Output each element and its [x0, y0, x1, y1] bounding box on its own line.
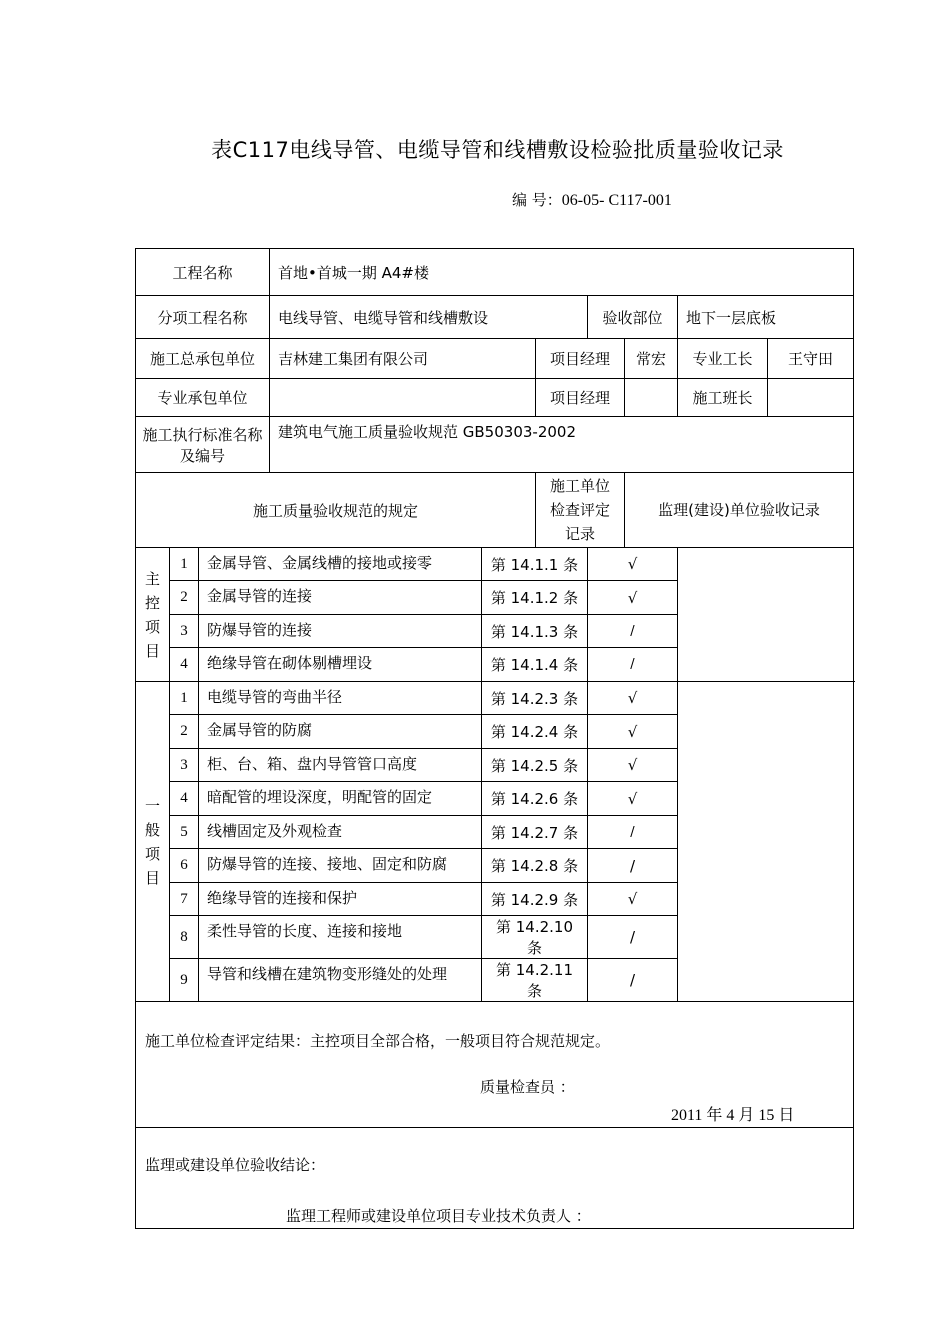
item-text: 柔性导管的长度、连接和接地: [199, 916, 482, 959]
item-number: 1: [170, 548, 199, 581]
serial-number: [512, 189, 672, 210]
item-number: 2: [170, 581, 199, 615]
item-clause: 第 14.1.3 条: [482, 615, 588, 648]
standard-label: 施工执行标准名称及编号: [136, 417, 270, 473]
general-contractor-value: 吉林建工集团有限公司: [270, 339, 536, 379]
item-text: 线槽固定及外观检查: [199, 816, 482, 849]
pm2-label: 项目经理: [536, 379, 625, 417]
item-clause: 第 14.2.6 条: [482, 782, 588, 816]
check-date: 2011 年 4 月 15 日: [671, 1107, 795, 1124]
supervision-conclusion-section: [136, 1128, 854, 1229]
unit-check-result-text: 施工单位检查评定结果：主控项目全部合格，一般项目符合规范规定。: [145, 1032, 611, 1050]
item-check-mark: √: [588, 548, 678, 581]
item-check-mark: √: [588, 715, 678, 749]
serial-label: 编 号：: [512, 191, 562, 209]
standard-value: 建筑电气施工质量验收规范 GB50303-2002: [270, 417, 854, 473]
sub-project-value: 电线导管、电缆导管和线槽敷设: [270, 296, 588, 339]
item-clause: 第 14.2.3 条: [482, 682, 588, 715]
item-text: 防爆导管的连接、接地、固定和防腐: [199, 849, 482, 883]
item-number: 8: [170, 916, 199, 959]
item-clause: 第 14.2.10 条: [482, 916, 588, 959]
supervision-engineer-sign-label: 监理工程师或建设单位项目专业技术负责人 ：: [286, 1207, 591, 1225]
sub-contractor-label: 专业承包单位: [136, 379, 270, 417]
item-check-mark: √: [588, 883, 678, 916]
team-leader-label: 施工班长: [678, 379, 768, 417]
item-number: 5: [170, 816, 199, 849]
item-number: 3: [170, 749, 199, 782]
item-check-mark: /: [588, 959, 678, 1002]
item-clause: 第 14.2.9 条: [482, 883, 588, 916]
item-number: 6: [170, 849, 199, 883]
item-check-mark: /: [588, 916, 678, 959]
item-text: 暗配管的埋设深度，明配管的固定: [199, 782, 482, 816]
item-number: 2: [170, 715, 199, 749]
spec-column-header: 施工质量验收规范的规定: [136, 473, 536, 548]
item-number: 9: [170, 959, 199, 1002]
item-text: 柜、台、箱、盘内导管管口高度: [199, 749, 482, 782]
pm-value: 常宏: [625, 339, 678, 379]
main-items-label: 主控项目: [136, 548, 170, 682]
serial-value: 06-05- C117-001: [561, 192, 672, 209]
item-text: 电缆导管的弯曲半径: [199, 682, 482, 715]
item-check-mark: √: [588, 682, 678, 715]
item-text: 金属导管、金属线槽的接地或接零: [199, 548, 482, 581]
project-name-value: 首地•首城一期 A4#楼: [270, 249, 854, 296]
unit-check-result-section: [136, 1002, 854, 1128]
sub-contractor-value: [270, 379, 536, 417]
item-check-mark: √: [588, 782, 678, 816]
general-items-label: 一般项目: [136, 682, 170, 1002]
item-number: 3: [170, 615, 199, 648]
foreman-value: 王守田: [768, 339, 854, 379]
item-clause: 第 14.2.8 条: [482, 849, 588, 883]
item-clause: 第 14.1.4 条: [482, 648, 588, 682]
item-clause: 第 14.1.1 条: [482, 548, 588, 581]
item-text: 金属导管的防腐: [199, 715, 482, 749]
item-clause: 第 14.2.4 条: [482, 715, 588, 749]
item-check-mark: /: [588, 849, 678, 883]
unit-check-column-header: 施工单位检查评定记录: [536, 473, 625, 548]
sub-project-label: 分项工程名称: [136, 296, 270, 339]
item-clause: 第 14.1.2 条: [482, 581, 588, 615]
item-number: 7: [170, 883, 199, 916]
item-check-mark: /: [588, 816, 678, 849]
inspection-record-table: [135, 248, 854, 1229]
project-name-label: 工程名称: [136, 249, 270, 296]
general-items-supervision-record: [678, 682, 854, 1002]
item-number: 4: [170, 648, 199, 682]
foreman-label: 专业工长: [678, 339, 768, 379]
item-check-mark: /: [588, 615, 678, 648]
general-contractor-label: 施工总承包单位: [136, 339, 270, 379]
supervision-conclusion-text: 监理或建设单位验收结论：: [145, 1156, 326, 1174]
item-text: 金属导管的连接: [199, 581, 482, 615]
item-clause: 第 14.2.11 条: [482, 959, 588, 1002]
item-text: 防爆导管的连接: [199, 615, 482, 648]
item-clause: 第 14.2.7 条: [482, 816, 588, 849]
accept-part-value: 地下一层底板: [678, 296, 854, 339]
team-leader-value: [768, 379, 854, 417]
item-check-mark: √: [588, 581, 678, 615]
page-title: 表C117电线导管、电缆导管和线槽敷设检验批质量验收记录: [211, 138, 784, 162]
item-text: 绝缘导管的连接和保护: [199, 883, 482, 916]
item-clause: 第 14.2.5 条: [482, 749, 588, 782]
item-number: 1: [170, 682, 199, 715]
main-items-supervision-record: [678, 548, 854, 682]
item-number: 4: [170, 782, 199, 816]
item-check-mark: √: [588, 749, 678, 782]
pm2-value: [625, 379, 678, 417]
quality-inspector-label: 质量检查员 ：: [480, 1078, 575, 1096]
item-text: 绝缘导管在砌体剔槽埋设: [199, 648, 482, 682]
pm-label: 项目经理: [536, 339, 625, 379]
item-text: 导管和线槽在建筑物变形缝处的处理: [199, 959, 482, 1002]
accept-part-label: 验收部位: [588, 296, 678, 339]
supervision-column-header: 监理(建设)单位验收记录: [625, 473, 854, 548]
item-check-mark: /: [588, 648, 678, 682]
